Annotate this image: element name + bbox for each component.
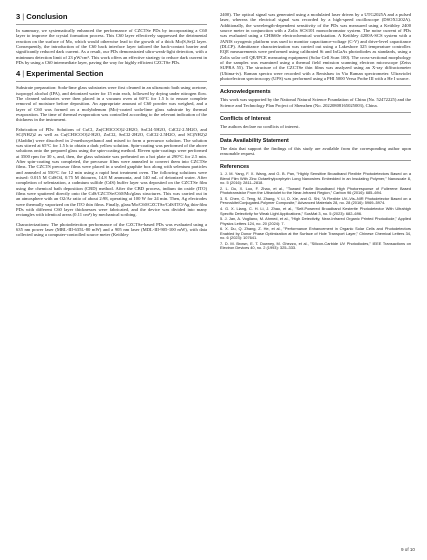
section-rule	[220, 112, 411, 113]
conclusion-paragraph: In summary, we systematically enhanced the performance of CZCTSe PDs by incorporating a C60 layer to improve the crystal formation process. This C60 layer effectively suppressed the detrimental reaction on the surface of Mo, which would otherwise lead to the growth of a thick Mo(S,Se)2 layer. Consequently, the introduction of the C60 back interface layer tailored the back-contact barrier and significantly reduced dark current. As a result, our PDs demonstrated ultra-weak-light detection, with a minimum detection limit of 23 pW/cm². This work offers an effective strategy to reduce dark current in PDs by using a C60 intermediate layer, paving the way for highly efficient CZCTSe PDs.	[16, 28, 207, 66]
left-column	[16, 12, 207, 242]
acknowledgements-paragraph: This work was supported by the National Natural Science Foundation of China (No. 52472225) and the Science and Technology Plan Project of Shenzhen (No. 20220808165025003), China.	[220, 97, 411, 108]
conflicts-paragraph: The authors declare no conflicts of interest.	[220, 124, 300, 130]
data-availability-paragraph: The data that support the findings of this study are available from the corresponding author upon reasonable request.	[220, 145, 411, 156]
section-rule	[220, 160, 411, 161]
section-rule	[16, 81, 207, 82]
reference-item: 6. X. Du, Q. Zhang, Z. He, et al., "Performance Enhancement in Organic Solar Cells and Photodetectors Enabled by Donor Phase Optimization at the Surface of Hole Transport Layer," Chinese Chemical Letters 34, no. 6 (2023): 107641.	[220, 226, 411, 241]
reference-item: 4. G. X. Liang, C. H. Li, J. Zhao, et al., "Self-Powered Broadband Kesterite Photodetector With Ultrahigh Specific Detectivity for Weak Light Applications," SusMat 3, no. 5 (2023): 682–696.	[220, 206, 411, 216]
references-heading: References	[220, 164, 250, 171]
experimental-number: 4	[16, 69, 21, 79]
experimental-title: Experimental Section	[26, 69, 104, 79]
conflicts-heading: Conflicts of Interest	[220, 116, 271, 123]
references-list	[220, 172, 411, 251]
fabrication-paragraph: Fabrication of PDs: Solutions of CuCl, Zn(CH3COO)2·2H2O, SnCl4·5H2O, CdCl2·2.5H2O, and SC(NH2)2 as well as Cu(CH3COO)2·H2O, ZnCl2, SnCl2·2H2O, CdCl2·2.5H2O, and SC(NH2)2 (Aladdin) were dissolved in 2-methoxyethanol and mixed to form a precursor solution. The solution was stirred at 65°C for 1.5 h to obtain a dark yellow solution. Spin-coating was performed of the above solutions onto the prepared glass using the spin-coating method. Eleven spin-coatings were performed at 3500 rpm for 30 s, and, then, the glass substrate was preheated on a hot plate at 290°C for 2.5 min. After spin-coating was completed, the precursor films were annealed to convert them into CZCTSe films. The CZCTS precursor films were placed in a sealed graphite box along with selenium particles and annealed at 550°C for 12 min using a rapid heat treatment oven. The following solutions were mixed: 0.015 M CdSO4, 0.75 M thiourea, 14.8 M ammonia, and 140 mL of deionized water. After completion of selenization, a cadmium sulfide (CdS) buffer layer was deposited on the CZCTSe film using the chemical bath deposition (CBD) method. After the CBD process, indium tin oxide (ITO) films were sputtered directly onto the CdS/CZCTSe/C60/Mo/glass structures. This was carried out in an atmosphere with an O2/Ar ratio of about 2:98, operating at 100 W for 24 min. Then, Ag electrodes were thermally vaporized on the ITO thin films. Finally, glass/Mo/C60/CZCTSe/CdS/ITO/Ag thin-film PDs with different C60 layer thicknesses were fabricated, and the device was divided into many rectangles with identical areas (0.11 cm²) by mechanical scribing.	[16, 126, 207, 218]
conclusion-heading	[16, 12, 207, 21]
reference-item: 2. L. Du, X. Luo, F. Zhao, et al., "Toward Facile Broadband High Photoresponse of Fullerene Based Phototransistor From the Ultraviolet to the Near-Infrared Region," Carbon 96 (2016): 685–694.	[220, 185, 411, 196]
reference-item: 1. J. M. Yang, F. X. Wang, and G. B. Pan, "Highly Sensitive Broadband Flexible Photodetectors Based on a Blend Film With Zinc Octaethylporphyrin Long Nanowires Embedded in an Insulating Polymer," Nanoscale 8, no. 5 (2016): 2811–2818.	[220, 171, 411, 186]
section-rule	[220, 134, 411, 135]
data-availability-heading: Data Availability Statement	[220, 137, 289, 144]
page-number: 9 of 10	[400, 547, 415, 552]
section-rule	[16, 24, 207, 25]
conclusion-title: Conclusion	[26, 12, 68, 21]
acknowledgements-heading: Acknowledgements	[220, 89, 271, 96]
substrate-preparation-paragraph: Substrate preparation: Soda-lime glass substrates were first cleaned in an ultrasonic bath using acetone, isopropyl alcohol (IPA), and deionized water for 15 min each, followed by drying under nitrogen flow. The cleaned substrates were then placed in a vacuum oven at 60°C for 1.5 h to ensure complete removal of moisture before deposition. An appropriate amount of C60 powder was weighed, and a layer of C60 was formed on a molybdenum (Mo)-coated soda-lime glass substrate by thermal evaporation. The time of thermal evaporation was controlled according to the relevant indication of the thickness in the instrument.	[16, 85, 207, 123]
reference-item: 5. J. Jan, A. Vogliano, M. Ahmed, et al., "High Detectivity, Near-Infrared Organic Printed Photodiode," Applied Physics Letters 124, no. 20 (2024): 7.	[220, 216, 411, 226]
conclusion-number: 3	[16, 12, 21, 21]
experimental-heading	[16, 69, 207, 78]
section-rule	[220, 85, 411, 86]
right-column	[220, 12, 411, 252]
heading-separator: |	[22, 69, 25, 79]
reference-item: 7. D. M. Brown, E. T. Downey, M. Ghezzo, et al., "Silicon-Carbide UV Photodiodes," IEEE Transactions on Electron Devices 40, no. 2 (1993): 325–333.	[220, 240, 411, 251]
characterizations-paragraph: Characterizations: The photodetection performance of the CZCTSe-based PDs was evaluated using a 635 nm power laser (MRL-III-635L-80 mW) and a 905 nm laser (MDL-III-905-100 mW), with data collected using a computer-controlled source meter (Keithley	[16, 221, 207, 238]
characterizations-continued-paragraph: 2400). The optical signal was generated using a modulated laser driven by a UTG2025A and a pulsed laser, whereas the electrical signal was recorded by a high-speed oscilloscope (DSOX1202A). Additionally, the wavelength-dependent sensitivity of the PDs was measured using a Keithley 2400 source meter in conjunction with a Zolix SCS101 monochromator system. The noise current of PDs was evaluated using a CHI660e electrochemical workstation. A Keithley 4200A-SCS system with a JANIS cryogenic platform was used to monitor capacitance-voltage (C-V) and drive-level capacitance (DLCP). Admittance characterization was carried out using a Lakeshore 325 temperature controller. EQE measurements were performed using calibrated Si and InGaAs photodiodes as standards, using a Zolix solar cell QE/IPCE measuring equipment (Solar Cell Scan 100). The cross-sectional morphology of the samples was examined using a thermal field emission scanning electron microscope (Zeiss SUPRA 55). The structure of the CZCTSe thin films was analyzed using an X-ray diffractometer (Ultima-iv). Raman spectra were recorded with a Renishaw in Via Raman spectrometer. Ultraviolet photoelectron spectroscopy (UPS) was performed using a PHI 5000 Versa Probe III with a He I source.	[220, 12, 411, 82]
reference-item: 3. S. Chen, C. Teng, M. Zhang, Y. Li, D. Xie, and G. Shi, "A Flexible UV–Vis–NIR Photodetector Based on a Perovskite/Conjugated-Polymer Composite," Advanced Materials 28, no. 28 (2016): 5969–5974.	[220, 195, 411, 206]
heading-separator: |	[22, 12, 25, 21]
